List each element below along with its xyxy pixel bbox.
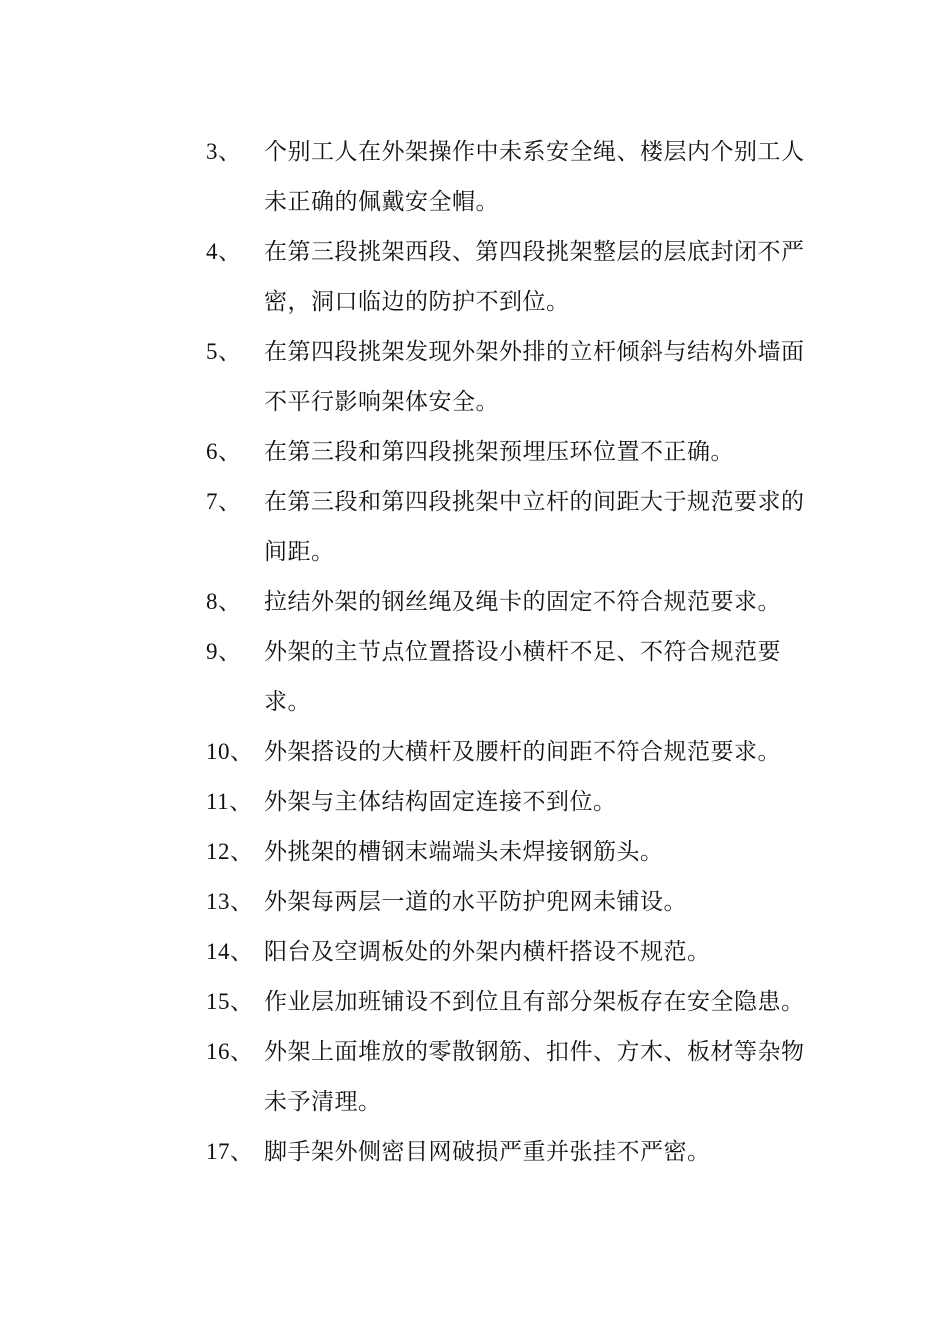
item-number: 4、: [206, 239, 242, 264]
item-text: 脚手架外侧密目网破损严重并张挂不严密。: [264, 1139, 711, 1165]
item-number: 15、: [206, 989, 254, 1014]
item-number: 16、: [206, 1039, 254, 1064]
list-item: [206, 977, 826, 1027]
item-number: 8、: [206, 589, 242, 614]
item-number: 6、: [206, 439, 242, 464]
item-number: 5、: [206, 339, 242, 364]
list-item: [206, 727, 826, 777]
list-item: [206, 927, 826, 977]
item-number: 10、: [206, 739, 254, 764]
item-text: 在第四段挑架发现外架外排的立杆倾斜与结构外墙面不平行影响架体安全。: [264, 339, 805, 415]
list-item: [206, 477, 826, 577]
item-text: 在第三段和第四段挑架预埋压环位置不正确。: [264, 439, 734, 465]
item-text: 在第三段挑架西段、第四段挑架整层的层底封闭不严密，洞口临边的防护不到位。: [264, 239, 805, 315]
item-number: 14、: [206, 939, 254, 964]
item-number: 13、: [206, 889, 254, 914]
list-item: [206, 827, 826, 877]
item-text: 阳台及空调板处的外架内横杆搭设不规范。: [264, 939, 711, 965]
list-item: [206, 327, 826, 427]
item-text: 外架每两层一道的水平防护兜网未铺设。: [264, 889, 687, 915]
item-text: 个别工人在外架操作中未系安全绳、楼层内个别工人未正确的佩戴安全帽。: [264, 139, 805, 215]
list-item: [206, 777, 826, 827]
item-number: 7、: [206, 489, 242, 514]
item-text: 外架的主节点位置搭设小横杆不足、不符合规范要求。: [264, 639, 781, 715]
list-item: [206, 627, 826, 727]
list-item: [206, 1127, 826, 1177]
item-number: 17、: [206, 1139, 254, 1164]
list-item: [206, 1027, 826, 1127]
item-text: 外架与主体结构固定连接不到位。: [264, 789, 617, 815]
item-text: 外挑架的槽钢末端端头未焊接钢筋头。: [264, 839, 664, 865]
item-number: 12、: [206, 839, 254, 864]
item-text: 作业层加班铺设不到位且有部分架板存在安全隐患。: [264, 989, 805, 1015]
item-text: 在第三段和第四段挑架中立杆的间距大于规范要求的间距。: [264, 489, 805, 565]
list-item: [206, 127, 826, 227]
item-text: 拉结外架的钢丝绳及绳卡的固定不符合规范要求。: [264, 589, 781, 615]
list-item: [206, 577, 826, 627]
item-text: 外架上面堆放的零散钢筋、扣件、方木、板材等杂物未予清理。: [264, 1039, 805, 1115]
list-item: [206, 877, 826, 927]
item-number: 9、: [206, 639, 242, 664]
item-text: 外架搭设的大横杆及腰杆的间距不符合规范要求。: [264, 739, 781, 765]
list-item: [206, 227, 826, 327]
inspection-issue-list: [206, 127, 826, 1177]
item-number: 11、: [206, 789, 253, 814]
list-item: [206, 427, 826, 477]
item-number: 3、: [206, 139, 242, 164]
